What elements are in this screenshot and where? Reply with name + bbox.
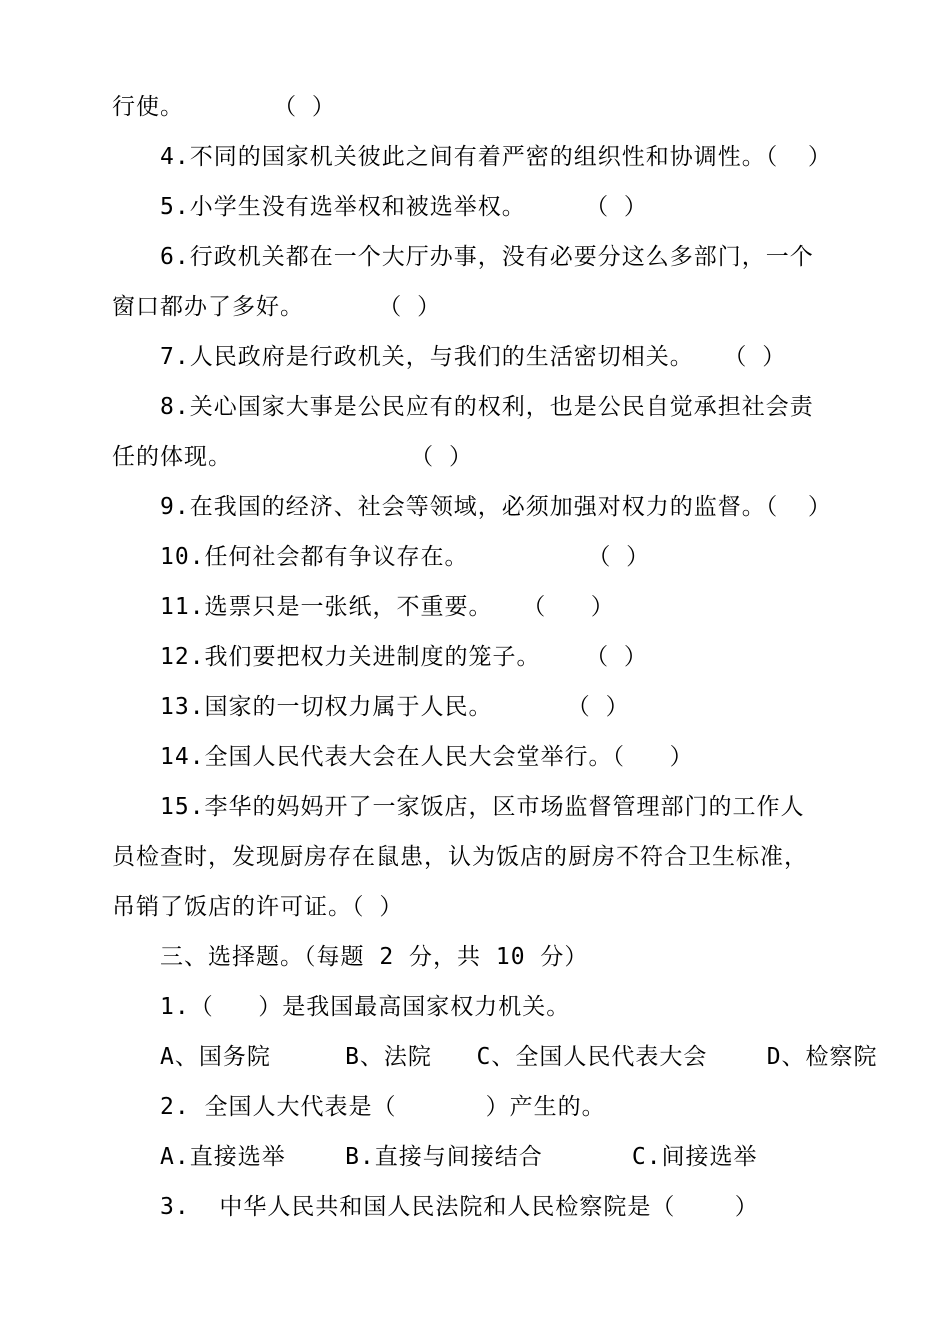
choice-question-1: 1.（ ）是我国最高国家权力机关。 bbox=[160, 994, 571, 1020]
question-4: 4.不同的国家机关彼此之间有着严密的组织性和协调性。（ ） bbox=[160, 144, 832, 170]
question-15-continued-1: 员检查时，发现厨房存在鼠患，认为饭店的厨房不符合卫生标准， bbox=[112, 844, 808, 870]
question-15-continued-2: 吊销了饭店的许可证。（ ） bbox=[112, 894, 404, 920]
question-10: 10.任何社会都有争议存在。 （ ） bbox=[160, 544, 651, 570]
question-14: 14.全国人民代表大会在人民大会堂举行。（ ） bbox=[160, 744, 694, 770]
choice-question-2: 2. 全国人大代表是（ ）产生的。 bbox=[160, 1094, 606, 1120]
question-11: 11.选票只是一张纸，不重要。 （ ） bbox=[160, 594, 615, 620]
question-6-continued: 窗口都办了多好。 （ ） bbox=[112, 294, 442, 320]
question-15: 15.李华的妈妈开了一家饭店，区市场监督管理部门的工作人 bbox=[160, 794, 805, 820]
question-9: 9.在我国的经济、社会等领域，必须加强对权力的监督。（ ） bbox=[160, 494, 832, 520]
text-line-1: 行使。 （ ） bbox=[112, 94, 336, 120]
question-8: 8.关心国家大事是公民应有的权利，也是公民自觉承担社会责 bbox=[160, 394, 814, 420]
choice-question-3: 3. 中华人民共和国人民法院和人民检察院是（ ） bbox=[160, 1194, 759, 1220]
question-5: 5.小学生没有选举权和被选举权。 （ ） bbox=[160, 194, 648, 220]
section-heading: 三、选择题。（每题 2 分，共 10 分） bbox=[160, 944, 589, 970]
question-8-continued: 任的体现。 （ ） bbox=[112, 444, 474, 470]
question-12: 12.我们要把权力关进制度的笼子。 （ ） bbox=[160, 644, 648, 670]
choice-question-2-options: A.直接选举 B.直接与间接结合 C.间接选举 bbox=[160, 1144, 758, 1170]
question-13: 13.国家的一切权力属于人民。 （ ） bbox=[160, 694, 630, 720]
question-6: 6.行政机关都在一个大厅办事，没有必要分这么多部门，一个 bbox=[160, 244, 814, 270]
choice-question-1-options: A、国务院 B、法院 C、全国人民代表大会 D、检察院 bbox=[160, 1044, 878, 1070]
question-7: 7.人民政府是行政机关，与我们的生活密切相关。 （ ） bbox=[160, 344, 787, 370]
